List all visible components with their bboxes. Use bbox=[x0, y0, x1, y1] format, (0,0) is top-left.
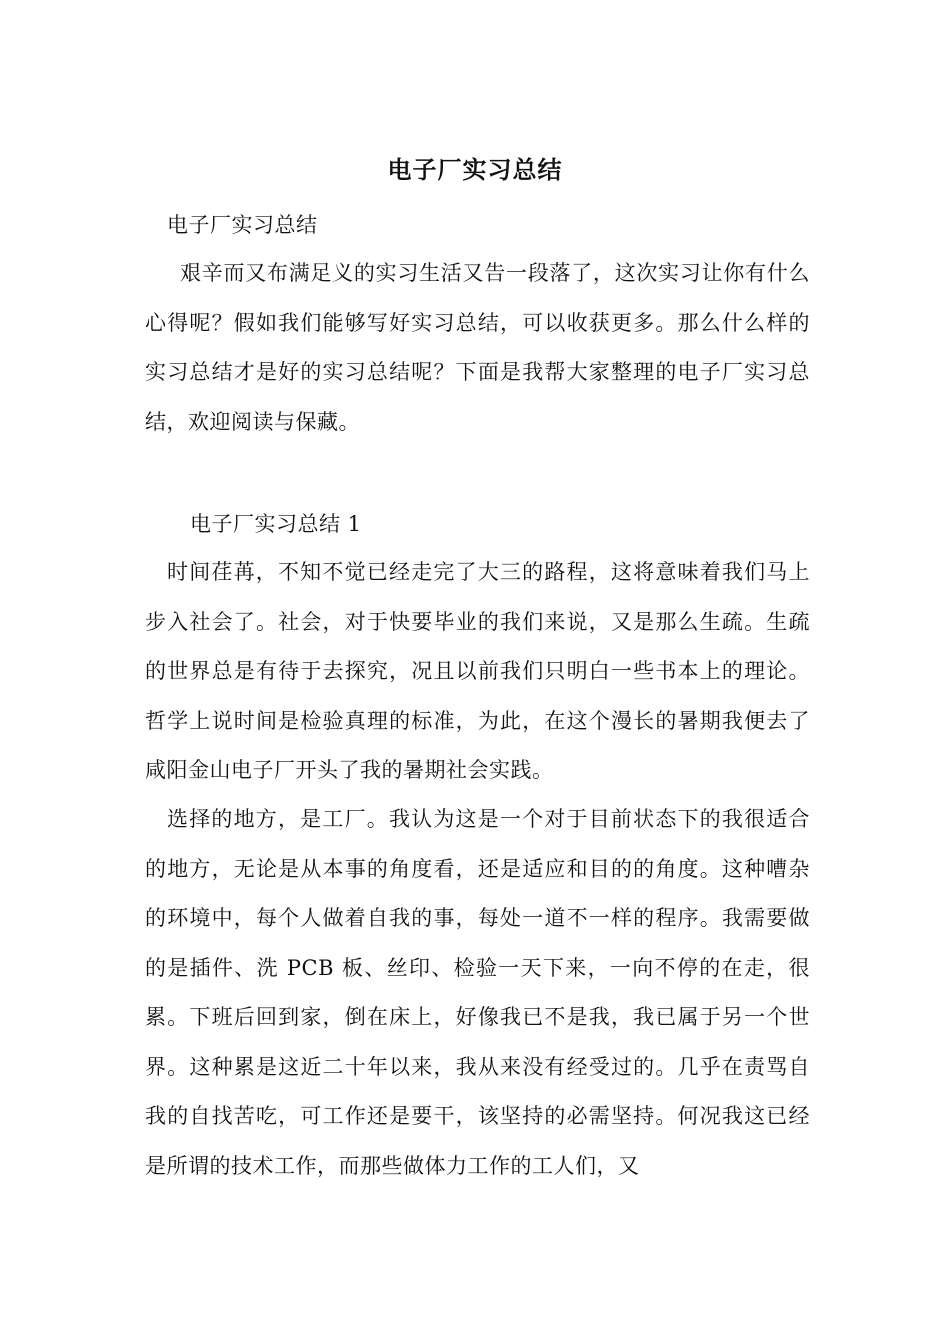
intro-paragraph: 艰辛而又布满足义的实习生活又告一段落了，这次实习让你有什么心得呢？假如我们能够写好实习总结，可以收获更多。那么什么样的实习总结才是好的实习总结呢？下面是我帮大家整理的电子厂实习总结，欢迎阅读与保藏。 bbox=[145, 261, 810, 434]
section-heading: 电子厂实习总结 1 bbox=[190, 512, 362, 536]
body-paragraph-1: 时间荏苒，不知不觉已经走完了大三的路程，这将意味着我们马上步入社会了。社会，对于快要毕业的我们来说，又是那么生疏。生疏的世界总是有待于去探究，况且以前我们只明白一些书本上的理论。哲学上说时间是检验真理的标准，为此，在这个漫长的暑期我便去了咸阳金山电子厂开头了我的暑期社会实践。 bbox=[145, 560, 810, 782]
document-title: 电子厂实习总结 bbox=[387, 155, 563, 184]
body-paragraph-2: 选择的地方，是工厂。我认为这是一个对于目前状态下的我很适合的地方，无论是从本事的角度看，还是适应和目的的角度。这种嘈杂的环境中，每个人做着自我的事，每处一道不一样的程序。我需要做的是插件、洗 PCB 板、丝印、检验一天下来，一向不停的在走，很累。下班后回到家，倒在床上，好像我已不是我，我已属于另一个世界。这种累是这近二十年以来，我从来没有经受过的。几乎在责骂自我的自找苦吃，可工作还是要干，该坚持的必需坚持。何况我这已经是所谓的技术工作，而那些做体力工作的工人们，又 bbox=[145, 807, 810, 1178]
document-subtitle: 电子厂实习总结 bbox=[167, 213, 318, 237]
